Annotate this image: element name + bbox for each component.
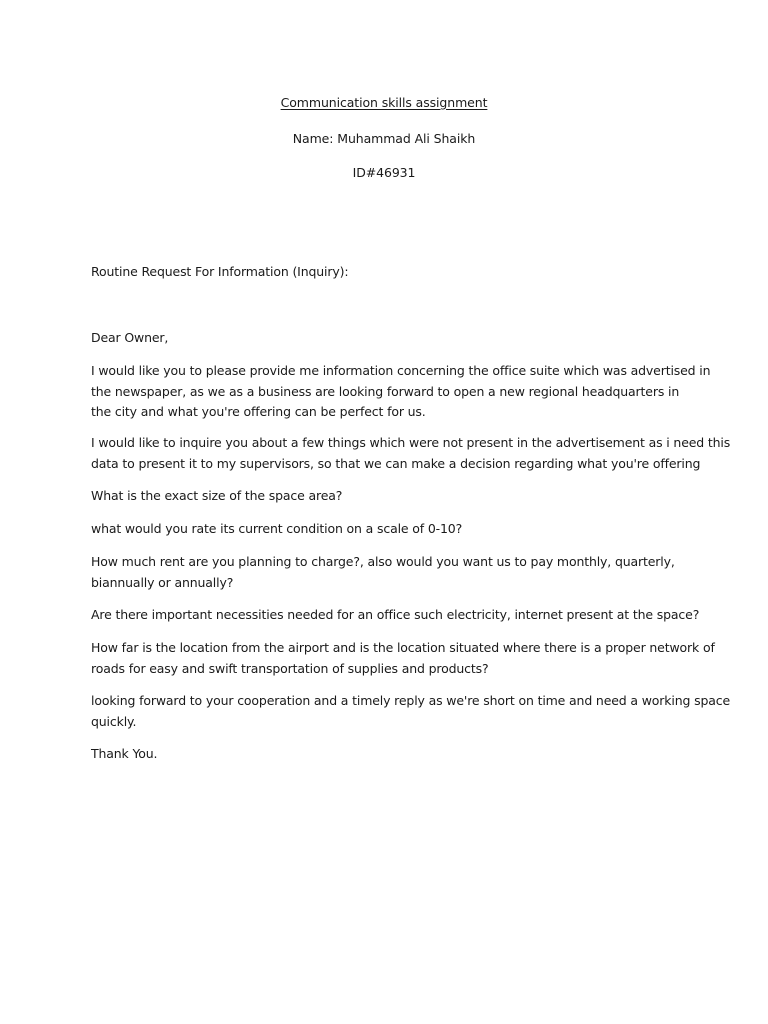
subject-line: Routine Request For Information (Inquiry): (91, 264, 349, 279)
salutation-line: Dear Owner, (91, 330, 169, 345)
question-rent (91, 552, 691, 593)
question-line: How far is the location from the airport and is the location situated where there is a proper network of (91, 640, 715, 655)
intro-line: the newspaper, as we as a business are looking forward to open a new regional headquarters in (91, 383, 680, 399)
signoff-line: Thank You. (91, 746, 158, 761)
question-line: what would you rate its current condition on a scale of 0-10? (91, 521, 463, 536)
intro-line: I would like you to please provide me information concerning the office suite which was advertised in (91, 363, 711, 378)
question-line: Are there important necessities needed for an office such electricity, internet present at the space? (91, 607, 700, 622)
question-location (91, 638, 715, 679)
question-line: What is the exact size of the space area? (91, 488, 343, 503)
closing-paragraph (91, 691, 730, 732)
question-line: biannually or annually? (91, 574, 234, 590)
intro-line: the city and what you're offering can be perfect for us. (91, 404, 426, 419)
signoff (91, 744, 691, 765)
author-id: ID#46931 (352, 165, 416, 180)
inquiry-paragraph (91, 433, 731, 474)
document-title: Communication skills assignment (280, 95, 488, 110)
intro-paragraph (91, 361, 711, 423)
letter-subject (91, 262, 691, 283)
inquiry-line: data to present it to my supervisors, so that we can make a decision regarding what you're offering (91, 455, 701, 471)
question-line: How much rent are you planning to charge?, also would you want us to pay monthly, quarterly, (91, 554, 675, 569)
inquiry-line: I would like to inquire you about a few things which were not present in the advertisement as i need this (91, 435, 731, 450)
question-size (91, 486, 691, 507)
question-necessities (91, 605, 700, 626)
salutation (91, 328, 691, 349)
closing-line: looking forward to your cooperation and a timely reply as we're short on time and need a working space (91, 693, 730, 708)
closing-line: quickly. (91, 713, 137, 729)
question-condition (91, 519, 691, 540)
question-line: roads for easy and swift transportation of supplies and products? (91, 660, 489, 676)
author-name: Name: Muhammad Ali Shaikh (292, 131, 476, 146)
